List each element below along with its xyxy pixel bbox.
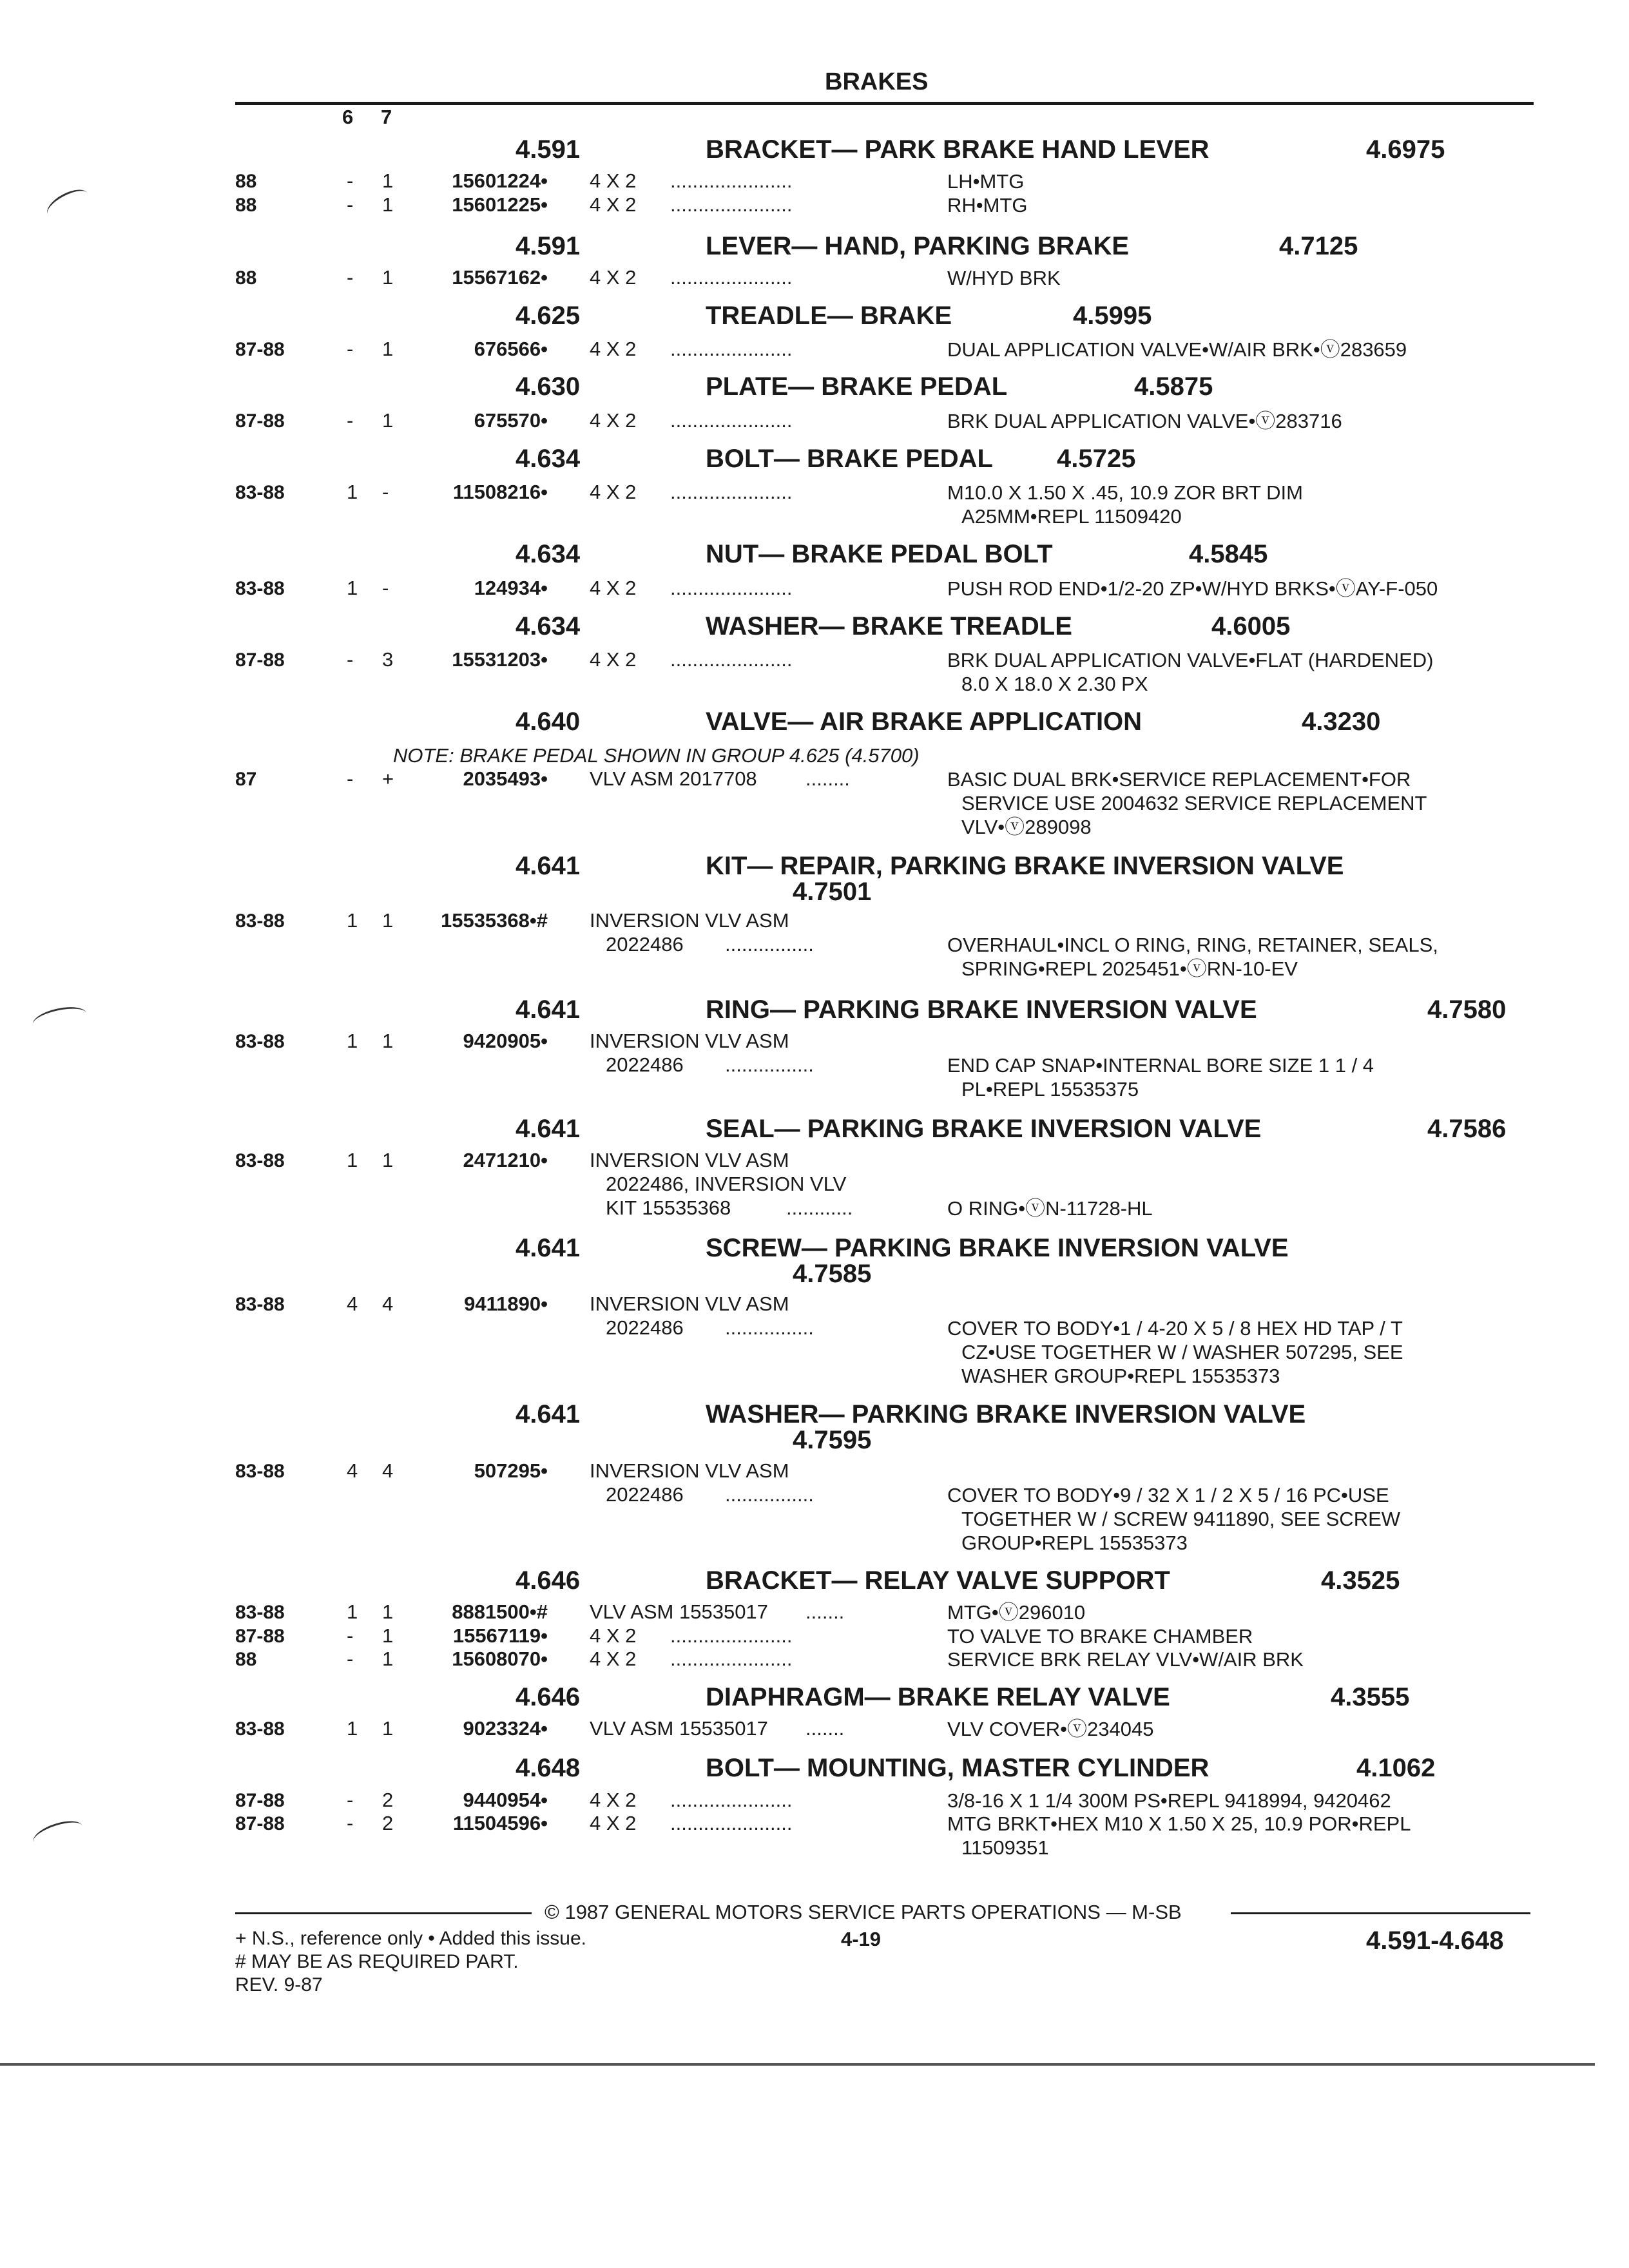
- qty-col-7: 1: [382, 169, 394, 192]
- model-usage: 4 X 2: [590, 1624, 637, 1647]
- dot-leader: ......................: [670, 1812, 793, 1834]
- part-description: BRK DUAL APPLICATION VALVE•ⓥ283716: [947, 410, 1342, 432]
- part-description: M10.0 X 1.50 X .45, 10.9 ZOR BRT DIM: [947, 481, 1303, 504]
- dot-leader: ................: [725, 933, 814, 956]
- header-rule: [235, 102, 1534, 105]
- qty-col-6: 1: [347, 1600, 358, 1623]
- qty-col-6: 4: [347, 1293, 358, 1315]
- group-number: 4.646: [516, 1683, 581, 1711]
- part-name: VALVE— AIR BRAKE APPLICATION: [706, 707, 1142, 736]
- alt-group-number: 4.7595: [793, 1426, 872, 1454]
- revision: REV. 9-87: [235, 1974, 323, 1995]
- qty-col-6: -: [347, 1624, 354, 1647]
- model-years: 83-88: [235, 1461, 285, 1482]
- qty-col-6: 1: [347, 577, 358, 599]
- dot-leader: ......................: [670, 338, 793, 360]
- dot-leader: ......................: [670, 577, 793, 599]
- alt-group-number: 4.7501: [793, 878, 872, 906]
- part-description: DUAL APPLICATION VALVE•W/AIR BRK•ⓥ283659: [947, 338, 1407, 361]
- group-number: 4.591: [516, 135, 581, 164]
- qty-col-6: 1: [347, 1030, 358, 1052]
- dot-leader: ................: [725, 1053, 814, 1076]
- group-number: 4.634: [516, 540, 581, 568]
- model-years: 88: [235, 1649, 257, 1670]
- page-number: 4-19: [841, 1928, 882, 1950]
- qty-col-7: 1: [382, 1648, 394, 1670]
- part-description: SERVICE USE 2004632 SERVICE REPLACEMENT: [961, 792, 1427, 814]
- model-usage: 4 X 2: [590, 266, 637, 289]
- part-description: BASIC DUAL BRK•SERVICE REPLACEMENT•FOR: [947, 768, 1411, 791]
- qty-col-6: 1: [347, 909, 358, 932]
- group-number: 4.646: [516, 1566, 581, 1595]
- part-description: TO VALVE TO BRAKE CHAMBER: [947, 1625, 1253, 1648]
- part-number: 9420905•: [463, 1030, 548, 1052]
- model-usage-line2: 2022486: [606, 1053, 684, 1076]
- binder-mark: [30, 1003, 88, 1035]
- alt-group-number: 4.7586: [1427, 1115, 1507, 1143]
- part-description: 11509351: [961, 1836, 1049, 1859]
- part-number: 15567119•: [452, 1624, 548, 1647]
- model-usage: VLV ASM 15535017: [590, 1600, 768, 1623]
- model-usage-line2: 2022486: [606, 933, 684, 956]
- group-number: 4.641: [516, 1115, 581, 1143]
- model-years: 87-88: [235, 649, 285, 671]
- part-number: 675570•: [474, 409, 548, 432]
- part-name: BRACKET— PARK BRAKE HAND LEVER: [706, 135, 1210, 164]
- qty-col-6: -: [347, 648, 354, 671]
- dot-leader: ......................: [670, 1648, 793, 1670]
- model-years: 83-88: [235, 1150, 285, 1171]
- model-usage: INVERSION VLV ASM: [590, 1459, 789, 1482]
- group-number: 4.630: [516, 372, 581, 401]
- model-years: 87: [235, 769, 257, 790]
- qty-col-7: -: [382, 577, 389, 599]
- part-description: VLV COVER•ⓥ234045: [947, 1718, 1154, 1740]
- part-name: BRACKET— RELAY VALVE SUPPORT: [706, 1566, 1170, 1595]
- qty-col-6: 4: [347, 1459, 358, 1482]
- alt-group-number: 4.5875: [1134, 372, 1213, 401]
- model-years: 83-88: [235, 910, 285, 932]
- part-number: 507295•: [474, 1459, 548, 1482]
- part-number: 9023324•: [463, 1717, 548, 1740]
- dot-leader: ........: [805, 767, 850, 790]
- part-description: PL•REPL 15535375: [961, 1078, 1139, 1100]
- model-usage: 4 X 2: [590, 577, 637, 599]
- model-usage: 4 X 2: [590, 1648, 637, 1670]
- qty-col-7: 1: [382, 409, 394, 432]
- alt-group-number: 4.6975: [1366, 135, 1445, 164]
- part-name: BOLT— BRAKE PEDAL: [706, 445, 993, 473]
- part-description: PUSH ROD END•1/2-20 ZP•W/HYD BRKS•ⓥAY-F-050: [947, 577, 1438, 600]
- part-number: 2035493•: [463, 767, 548, 790]
- part-number: 2471210•: [463, 1149, 548, 1171]
- qty-col-7: 2: [382, 1812, 394, 1834]
- qty-col-7: -: [382, 481, 389, 503]
- group-number: 4.648: [516, 1754, 581, 1782]
- qty-col-7: 1: [382, 909, 394, 932]
- part-name: WASHER— BRAKE TREADLE: [706, 612, 1072, 640]
- model-usage: 4 X 2: [590, 409, 637, 432]
- legend-added: + N.S., reference only • Added this issue.: [235, 1928, 586, 1949]
- part-number: 11504596•: [452, 1812, 548, 1834]
- part-number: 15535368•#: [440, 909, 548, 932]
- model-years: 87-88: [235, 1626, 285, 1647]
- qty-col-6: -: [347, 1648, 354, 1670]
- qty-col-7: 1: [382, 1030, 394, 1052]
- part-name: WASHER— PARKING BRAKE INVERSION VALVE: [706, 1400, 1306, 1428]
- part-number: 124934•: [474, 577, 548, 599]
- part-name: KIT— REPAIR, PARKING BRAKE INVERSION VALVE: [706, 852, 1344, 880]
- alt-group-number: 4.3525: [1321, 1566, 1400, 1595]
- column-header-7: 7: [381, 106, 392, 128]
- qty-col-6: -: [347, 409, 354, 432]
- qty-col-6: -: [347, 767, 354, 790]
- part-description: TOGETHER W / SCREW 9411890, SEE SCREW: [961, 1508, 1401, 1530]
- qty-col-6: -: [347, 1812, 354, 1834]
- dot-leader: .......: [805, 1717, 845, 1740]
- model-usage: 4 X 2: [590, 338, 637, 360]
- alt-group-number: 4.5725: [1057, 445, 1136, 473]
- qty-col-7: 1: [382, 1600, 394, 1623]
- group-range: 4.591-4.648: [1366, 1927, 1504, 1955]
- model-usage: 4 X 2: [590, 1789, 637, 1811]
- part-name: BOLT— MOUNTING, MASTER CYLINDER: [706, 1754, 1210, 1782]
- qty-col-6: 1: [347, 481, 358, 503]
- part-description: COVER TO BODY•9 / 32 X 1 / 2 X 5 / 16 PC•USE: [947, 1484, 1389, 1506]
- model-usage: 4 X 2: [590, 648, 637, 671]
- model-usage: 4 X 2: [590, 1812, 637, 1834]
- model-usage: INVERSION VLV ASM: [590, 1149, 789, 1171]
- scan-edge-line: [0, 2063, 1595, 2066]
- model-years: 83-88: [235, 482, 285, 503]
- footer-rule-left: [235, 1912, 532, 1914]
- qty-col-7: 1: [382, 1717, 394, 1740]
- part-description: MTG•ⓥ296010: [947, 1601, 1086, 1624]
- copyright-line: © 1987 GENERAL MOTORS SERVICE PARTS OPERATIONS — M-SB: [545, 1901, 1182, 1923]
- model-years: 83-88: [235, 578, 285, 599]
- page-title: BRAKES: [825, 68, 929, 95]
- part-description: RH•MTG: [947, 194, 1028, 216]
- model-usage: 4 X 2: [590, 193, 637, 216]
- part-name: LEVER— HAND, PARKING BRAKE: [706, 232, 1130, 260]
- footer-rule-right: [1231, 1912, 1530, 1914]
- part-description: BRK DUAL APPLICATION VALVE•FLAT (HARDENED): [947, 649, 1434, 671]
- dot-leader: ......................: [670, 1789, 793, 1811]
- part-description: 3/8-16 X 1 1/4 300M PS•REPL 9418994, 9420462: [947, 1789, 1391, 1812]
- part-description: O RING•ⓥN-11728-HL: [947, 1197, 1153, 1220]
- dot-leader: ................: [725, 1316, 814, 1339]
- alt-group-number: 4.6005: [1211, 612, 1291, 640]
- model-usage: 4 X 2: [590, 169, 637, 192]
- group-number: 4.641: [516, 1234, 581, 1262]
- model-years: 83-88: [235, 1031, 285, 1052]
- part-description: VLV•ⓥ289098: [961, 816, 1092, 838]
- model-usage: VLV ASM 2017708: [590, 767, 757, 790]
- part-name: NUT— BRAKE PEDAL BOLT: [706, 540, 1053, 568]
- model-years: 87-88: [235, 410, 285, 432]
- part-description: A25MM•REPL 11509420: [961, 505, 1182, 528]
- dot-leader: ............: [786, 1196, 853, 1219]
- alt-group-number: 4.7580: [1427, 995, 1507, 1024]
- dot-leader: ......................: [670, 169, 793, 192]
- dot-leader: .......: [805, 1600, 845, 1623]
- qty-col-6: -: [347, 338, 354, 360]
- part-description: MTG BRKT•HEX M10 X 1.50 X 25, 10.9 POR•REPL: [947, 1812, 1411, 1835]
- alt-group-number: 4.3230: [1302, 707, 1381, 736]
- part-number: 15567162•: [452, 266, 548, 289]
- part-number: 8881500•#: [452, 1600, 548, 1623]
- qty-col-7: 1: [382, 1149, 394, 1171]
- binder-mark: [43, 184, 92, 224]
- model-usage-line3: KIT 15535368: [606, 1196, 731, 1219]
- group-number: 4.625: [516, 302, 581, 330]
- dot-leader: ......................: [670, 648, 793, 671]
- part-description: CZ•USE TOGETHER W / WASHER 507295, SEE: [961, 1341, 1403, 1363]
- alt-group-number: 4.3555: [1331, 1683, 1410, 1711]
- part-number: 9411890•: [464, 1293, 548, 1315]
- part-name: SEAL— PARKING BRAKE INVERSION VALVE: [706, 1115, 1262, 1143]
- dot-leader: ................: [725, 1483, 814, 1506]
- qty-col-7: 1: [382, 338, 394, 360]
- model-years: 87-88: [235, 339, 285, 360]
- qty-col-7: 3: [382, 648, 394, 671]
- dot-leader: ......................: [670, 409, 793, 432]
- column-header-6: 6: [342, 106, 354, 128]
- part-number: 9440954•: [463, 1789, 548, 1811]
- part-description: END CAP SNAP•INTERNAL BORE SIZE 1 1 / 4: [947, 1054, 1374, 1077]
- binder-mark: [30, 1816, 86, 1852]
- part-number: 11508216•: [452, 481, 548, 503]
- model-years: 88: [235, 171, 257, 192]
- alt-group-number: 4.1062: [1356, 1754, 1436, 1782]
- qty-col-7: 2: [382, 1789, 394, 1811]
- dot-leader: ......................: [670, 193, 793, 216]
- part-number: 15601224•: [452, 169, 548, 192]
- part-description: WASHER GROUP•REPL 15535373: [961, 1365, 1280, 1387]
- part-name: RING— PARKING BRAKE INVERSION VALVE: [706, 995, 1257, 1024]
- group-number: 4.634: [516, 445, 581, 473]
- alt-group-number: 4.5995: [1073, 302, 1152, 330]
- model-usage-line2: 2022486, INVERSION VLV: [606, 1173, 847, 1195]
- model-usage-line2: 2022486: [606, 1483, 684, 1506]
- group-number: 4.641: [516, 1400, 581, 1428]
- part-number: 15608070•: [452, 1648, 548, 1670]
- qty-col-7: +: [382, 767, 394, 790]
- group-number: 4.591: [516, 232, 581, 260]
- dot-leader: ......................: [670, 1624, 793, 1647]
- group-number: 4.634: [516, 612, 581, 640]
- model-usage: 4 X 2: [590, 481, 637, 503]
- part-name: DIAPHRAGM— BRAKE RELAY VALVE: [706, 1683, 1170, 1711]
- qty-col-7: 1: [382, 193, 394, 216]
- group-number: 4.641: [516, 852, 581, 880]
- part-description: COVER TO BODY•1 / 4-20 X 5 / 8 HEX HD TAP / T: [947, 1317, 1403, 1340]
- model-years: 83-88: [235, 1718, 285, 1740]
- model-usage: VLV ASM 15535017: [590, 1717, 768, 1740]
- legend-required: # MAY BE AS REQUIRED PART.: [235, 1951, 519, 1972]
- model-years: 83-88: [235, 1294, 285, 1315]
- part-number: 15531203•: [452, 648, 548, 671]
- qty-col-7: 4: [382, 1459, 394, 1482]
- part-number: 676566•: [474, 338, 548, 360]
- part-name: PLATE— BRAKE PEDAL: [706, 372, 1008, 401]
- alt-group-number: 4.7125: [1279, 232, 1358, 260]
- model-years: 88: [235, 195, 257, 216]
- model-years: 87-88: [235, 1813, 285, 1834]
- model-usage-line2: 2022486: [606, 1316, 684, 1339]
- alt-group-number: 4.7585: [793, 1260, 872, 1288]
- group-number: 4.640: [516, 707, 581, 736]
- qty-col-7: 1: [382, 266, 394, 289]
- qty-col-7: 1: [382, 1624, 394, 1647]
- qty-col-6: -: [347, 1789, 354, 1811]
- group-note: NOTE: BRAKE PEDAL SHOWN IN GROUP 4.625 (4.5700): [393, 744, 920, 767]
- part-name: SCREW— PARKING BRAKE INVERSION VALVE: [706, 1234, 1289, 1262]
- part-description: SERVICE BRK RELAY VLV•W/AIR BRK: [947, 1648, 1304, 1671]
- part-description: W/HYD BRK: [947, 267, 1061, 289]
- model-years: 87-88: [235, 1790, 285, 1811]
- model-usage: INVERSION VLV ASM: [590, 1030, 789, 1052]
- alt-group-number: 4.5845: [1189, 540, 1268, 568]
- model-usage: INVERSION VLV ASM: [590, 1293, 789, 1315]
- part-description: SPRING•REPL 2025451•ⓥRN-10-EV: [961, 957, 1298, 980]
- model-usage: INVERSION VLV ASM: [590, 909, 789, 932]
- model-years: 83-88: [235, 1602, 285, 1623]
- part-description: LH•MTG: [947, 170, 1025, 193]
- qty-col-6: -: [347, 169, 354, 192]
- part-description: OVERHAUL•INCL O RING, RING, RETAINER, SEALS,: [947, 934, 1438, 956]
- part-description: 8.0 X 18.0 X 2.30 PX: [961, 673, 1148, 695]
- qty-col-6: 1: [347, 1149, 358, 1171]
- qty-col-6: -: [347, 193, 354, 216]
- part-description: GROUP•REPL 15535373: [961, 1532, 1188, 1554]
- qty-col-6: -: [347, 266, 354, 289]
- dot-leader: ......................: [670, 481, 793, 503]
- model-years: 88: [235, 267, 257, 289]
- qty-col-6: 1: [347, 1717, 358, 1740]
- qty-col-7: 4: [382, 1293, 394, 1315]
- dot-leader: ......................: [670, 266, 793, 289]
- group-number: 4.641: [516, 995, 581, 1024]
- part-name: TREADLE— BRAKE: [706, 302, 952, 330]
- part-number: 15601225•: [452, 193, 548, 216]
